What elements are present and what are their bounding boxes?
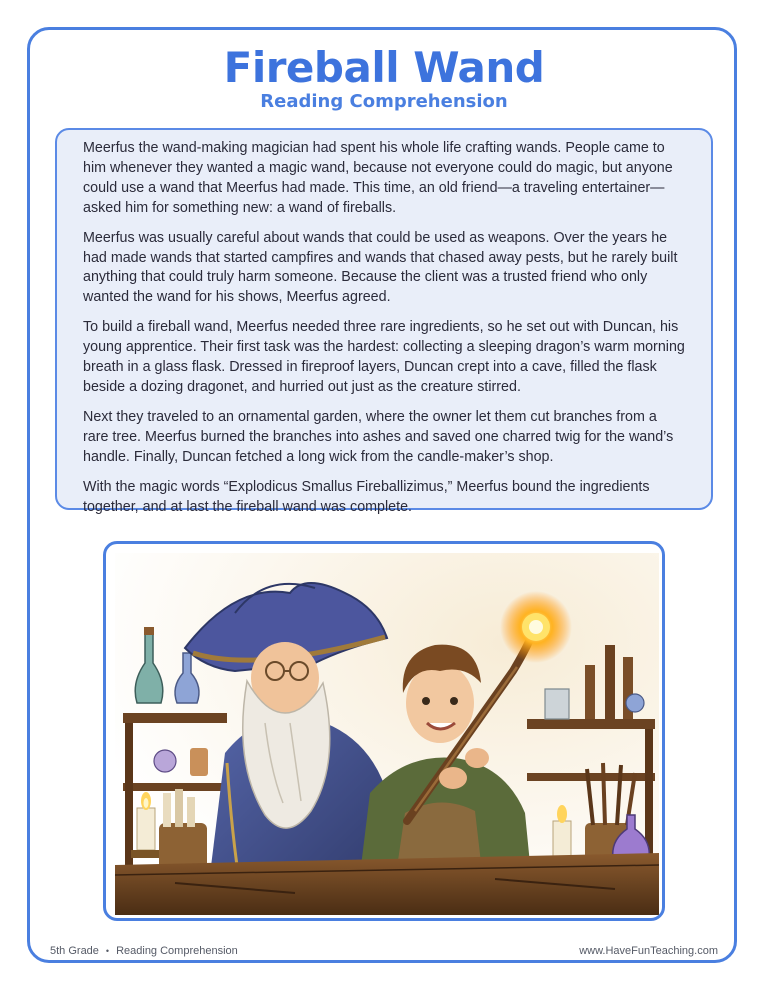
- reading-passage: [55, 128, 713, 515]
- wizard-and-apprentice-illustration: [115, 553, 659, 915]
- passage-paragraph-3: To build a fireball wand, Meerfus needed three rare ingredients, so he set out with Duncan, his young apprentice. Their first task was the hardest: collecting a sleeping dragon’s warm morning breath in a glass flask. Dressed in fireproof layers, Duncan crept into a cave, filled the flask beside a dozing dragonet, and hurried out just as the creature stirred.: [83, 319, 685, 395]
- footer-website: www.HaveFunTeaching.com: [579, 945, 718, 957]
- page-title: Fireball Wand: [223, 43, 545, 92]
- page-subtitle: Reading Comprehension: [260, 91, 508, 112]
- passage-paragraph-1: Meerfus the wand-making magician had spent his whole life crafting wands. People came to him whenever they wanted a magic wand, because not everyone could do magic, but anyone could use a wand that Meerfus had made. This time, an old friend—a traveling entertainer—asked him for something new: a wand of fireballs.: [83, 140, 673, 216]
- footer-bullet: •: [105, 946, 110, 956]
- passage-paragraph-2: Meerfus was usually careful about wands that could be used as weapons. Over the years he had made wands that started campfires and wands that chased away pests, but he rarely built anything that could truly harm someone. Because the client was a trusted friend who only wanted the wand for his shows, Meerfus agreed.: [83, 229, 678, 306]
- passage-paragraph-4: Next they traveled to an ornamental garden, where the owner let them cut branches from a rare tree. Meerfus burned the branches into ashes and saved one charred twig for the wand’s handle. Finally, Duncan fetched a long wick from the candle-maker’s shop.: [83, 408, 674, 465]
- footer-grade-category: [50, 945, 238, 957]
- footer-category: Reading Comprehension: [116, 945, 238, 957]
- footer-grade: 5th Grade: [50, 945, 99, 957]
- story-illustration: [103, 541, 665, 921]
- passage-paragraph-5: With the magic words “Explodicus Smallus Fireballizimus,” Meerfus bound the ingredients together, and at last the fireball wand was complete.: [83, 478, 650, 515]
